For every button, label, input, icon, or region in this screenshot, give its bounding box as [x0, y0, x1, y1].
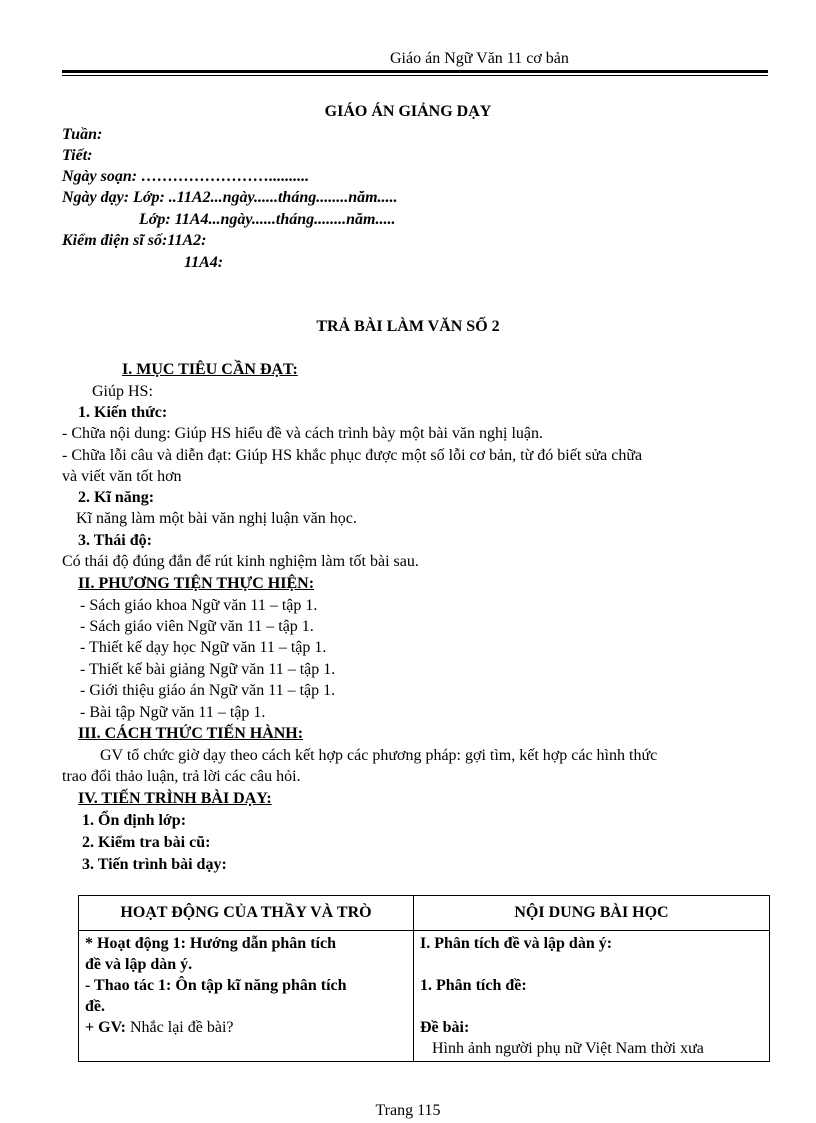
attendance-11a2: Kiểm điện sĩ số:11A2:	[62, 232, 207, 249]
task-heading: - Thao tác 1: Ôn tập kĩ năng phân tích	[85, 977, 347, 994]
lesson-activity-table	[78, 895, 770, 1062]
resource-item: - Sách giáo khoa Ngữ văn 11 – tập 1.	[80, 597, 318, 614]
section-1-heading: I. MỤC TIÊU CẦN ĐẠT:	[122, 361, 298, 378]
topic-label: Đề bài:	[420, 1019, 470, 1036]
running-header: Giáo án Ngữ Văn 11 cơ bản	[390, 50, 569, 67]
resource-item: - Thiết kế dạy học Ngữ văn 11 – tập 1.	[80, 639, 327, 656]
section-1-intro: Giúp HS:	[92, 383, 153, 400]
knowledge-heading: 1. Kiến thức:	[78, 404, 168, 421]
task-heading-cont: đề.	[85, 998, 105, 1015]
method-text-line-1: GV tổ chức giờ dạy theo cách kết hợp các phương pháp: gợi tìm, kết hợp các hình thức	[100, 747, 658, 764]
attendance-11a4: 11A4:	[184, 254, 224, 271]
teach-date-11a4: Lớp: 11A4...ngày......tháng........năm.....	[139, 211, 396, 228]
activity-heading-cont: đề và lập dàn ý.	[85, 956, 193, 973]
knowledge-item-2a: - Chữa lỗi câu và diễn đạt: Giúp HS khắc phục được một số lỗi cơ bản, từ đó biết sửa chữa	[62, 447, 643, 464]
knowledge-item-2b: và viết văn tốt hơn	[62, 468, 182, 485]
content-sub-heading: 1. Phân tích đề:	[420, 977, 527, 994]
lesson-title: TRẢ BÀI LÀM VĂN SỐ 2	[316, 318, 500, 335]
blank-line	[420, 954, 763, 975]
attitude-heading: 3. Thái độ:	[78, 532, 152, 549]
procedure-item: 2. Kiểm tra bài cũ:	[82, 834, 211, 851]
attitude-item-1: Có thái độ đúng đắn để rút kinh nghiệm làm tốt bài sau.	[62, 553, 419, 570]
resource-item: - Giới thiệu giáo án Ngữ văn 11 – tập 1.	[80, 682, 336, 699]
col-header-activities: HOẠT ĐỘNG CỦA THẦY VÀ TRÒ	[79, 896, 414, 931]
table-row	[79, 931, 770, 1062]
teacher-label: + GV:	[85, 1019, 126, 1036]
method-text-line-2: trao đổi thảo luận, trả lời các câu hỏi.	[62, 768, 301, 785]
teacher-prompt-text: Nhắc lại đề bài?	[125, 1019, 234, 1036]
content-cell	[414, 931, 770, 1062]
teacher-prompt	[85, 1017, 407, 1038]
table-header-row	[79, 896, 770, 931]
blank-line	[85, 1038, 407, 1059]
period-label: Tiết:	[62, 147, 93, 164]
activity-cell	[79, 931, 414, 1062]
resource-item: - Thiết kế bài giảng Ngữ văn 11 – tập 1.	[80, 661, 336, 678]
knowledge-item-1: - Chữa nội dung: Giúp HS hiểu đề và cách trình bày một bài văn nghị luận.	[62, 425, 544, 442]
section-2-heading: II. PHƯƠNG TIỆN THỰC HIỆN:	[78, 575, 315, 592]
section-4-heading: IV. TIẾN TRÌNH BÀI DẠY:	[78, 790, 272, 807]
header-rule-thick	[62, 70, 768, 73]
skills-item-1: Kĩ năng làm một bài văn nghị luận văn học.	[76, 510, 357, 527]
blank-line	[420, 996, 763, 1017]
resource-item: - Sách giáo viên Ngữ văn 11 – tập 1.	[80, 618, 314, 635]
week-label: Tuần:	[62, 126, 103, 143]
page-number: Trang 115	[375, 1102, 441, 1119]
activity-heading: * Hoạt động 1: Hướng dẫn phân tích	[85, 935, 336, 952]
header-rule-thin	[62, 75, 768, 76]
prep-date: Ngày soạn: ……………………..........	[62, 168, 310, 185]
teach-date-11a2: Ngày dạy: Lớp: ..11A2...ngày......tháng........năm.....	[62, 189, 398, 206]
skills-heading: 2. Kĩ năng:	[78, 489, 155, 506]
procedure-item: 3. Tiến trình bài dạy:	[82, 856, 227, 873]
doc-title: GIÁO ÁN GIẢNG DẠY	[324, 103, 492, 120]
procedure-item: 1. Ổn định lớp:	[82, 812, 187, 829]
col-header-content: NỘI DUNG BÀI HỌC	[414, 896, 770, 931]
resource-item: - Bài tập Ngữ văn 11 – tập 1.	[80, 704, 266, 721]
content-part-heading: I. Phân tích đề và lập dàn ý:	[420, 935, 613, 952]
section-3-heading: III. CÁCH THỨC TIẾN HÀNH:	[78, 725, 304, 742]
topic-text: Hình ảnh người phụ nữ Việt Nam thời xưa	[432, 1040, 704, 1057]
